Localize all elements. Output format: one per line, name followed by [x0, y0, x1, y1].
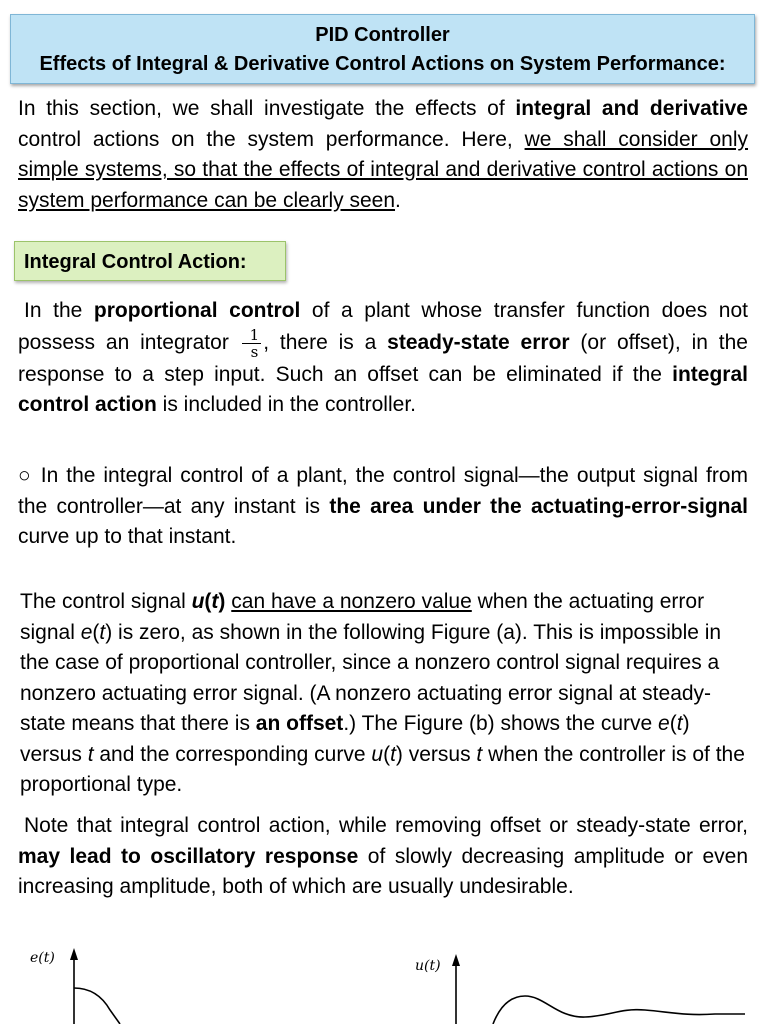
integral-bullet-paragraph: [18, 461, 748, 553]
p2-bold: proportional control: [93, 299, 301, 322]
p3-text: In the integral control of a plant, the control signal—the output signal from the controller—at any instant is: [18, 464, 748, 518]
p4-italic: t: [476, 742, 483, 766]
figure-b-curve: [493, 996, 745, 1024]
figure-a-error-plot: [20, 940, 360, 1024]
oscillation-note-paragraph: [18, 811, 748, 903]
figure-b-arrow-icon: [452, 954, 460, 966]
p4-text: (: [383, 742, 391, 766]
p4-text: and the corresponding curve: [93, 742, 372, 766]
p5-bold: may lead to oscillatory response: [18, 844, 359, 868]
intro-text: .: [395, 188, 401, 212]
figure-a-arrow-icon: [70, 948, 78, 960]
p5-text: Note that integral control action, while removing offset or steady-state error,: [24, 814, 748, 837]
figure-a-curve: [74, 988, 120, 1024]
figure-b-axis-label: u(t): [415, 958, 441, 974]
p4-italic: t: [99, 620, 106, 644]
intro-text: In this section, we shall investigate the effects of: [18, 97, 516, 120]
p2-bold: steady-state error: [387, 330, 570, 354]
figure-b-control-plot: [405, 940, 750, 1024]
integrator-fraction: [242, 327, 262, 360]
intro-bold: integral and derivative: [515, 97, 748, 120]
p2-text: , there is a: [263, 330, 388, 354]
p4-bold-italic: u: [191, 590, 205, 613]
p4-underlined: can have a nonzero value: [231, 590, 472, 613]
page-title: PID Controller: [315, 24, 450, 46]
bullet-icon: ○: [18, 464, 33, 487]
p4-bold: an offset: [255, 712, 344, 735]
p4-text: The control signal: [20, 590, 192, 613]
proportional-paragraph: [18, 296, 748, 421]
intro-paragraph: [18, 94, 748, 216]
p2-text: is included in the controller.: [156, 393, 416, 416]
p4-italic: t: [390, 742, 396, 766]
p5-text: of slowly decreasing amplitude or even increasing amplitude, both of which are usually undesirable.: [18, 844, 748, 898]
p4-text: when the controller is of the proportional type.: [20, 742, 745, 796]
p2-text: (or offset), in the response to a step input. Such an offset can be eliminated if the: [18, 330, 748, 386]
p4-text: ) versus: [20, 712, 690, 766]
p4-italic: e: [80, 620, 93, 644]
p3-text: curve up to that instant.: [18, 525, 237, 548]
p4-text: when the actuating error signal: [20, 590, 705, 644]
intro-underlined: we shall consider only simple systems, so that the effects of integral and derivative control actions on system performance can be clearly seen: [18, 127, 749, 212]
p4-bold: ): [218, 590, 226, 613]
figure-a-axis-label: e(t): [30, 950, 55, 966]
fraction-numerator: 1: [242, 327, 262, 344]
section-heading: Integral Control Action:: [14, 241, 286, 281]
p4-text: ) versus: [395, 742, 477, 766]
p2-text: of a plant whose transfer function does not possess an integrator: [18, 299, 748, 354]
page-title-box: [10, 14, 755, 84]
p4-bold: (: [204, 590, 212, 613]
page-subtitle: Effects of Integral & Derivative Control Actions on System Performance:: [39, 53, 726, 75]
p2-text: In the: [24, 299, 94, 322]
p3-bold: the area under the actuating-error-signal: [329, 494, 748, 518]
p4-text: .) The Figure (b) shows the curve: [343, 712, 659, 735]
p4-italic: u: [371, 742, 384, 766]
p4-text: ) is zero, as shown in the following Figure (a). This is impossible in the case of proportional controller, since a nonzero control signal requires a nonzero actuating error signal. (A nonzero actuating error signal at steady-state means that there is: [20, 620, 722, 735]
fraction-denominator: s: [250, 342, 259, 361]
control-signal-paragraph: [20, 587, 750, 801]
intro-text: control actions on the system performance. Here,: [18, 127, 525, 151]
p2-bold: integral control action: [18, 362, 748, 416]
p4-italic: t: [87, 742, 94, 766]
p4-bold-italic: t: [211, 590, 219, 613]
p4-italic: e: [658, 712, 670, 735]
p4-italic: t: [676, 712, 683, 735]
p4-text: (: [669, 712, 677, 735]
p4-text: (: [92, 620, 100, 644]
